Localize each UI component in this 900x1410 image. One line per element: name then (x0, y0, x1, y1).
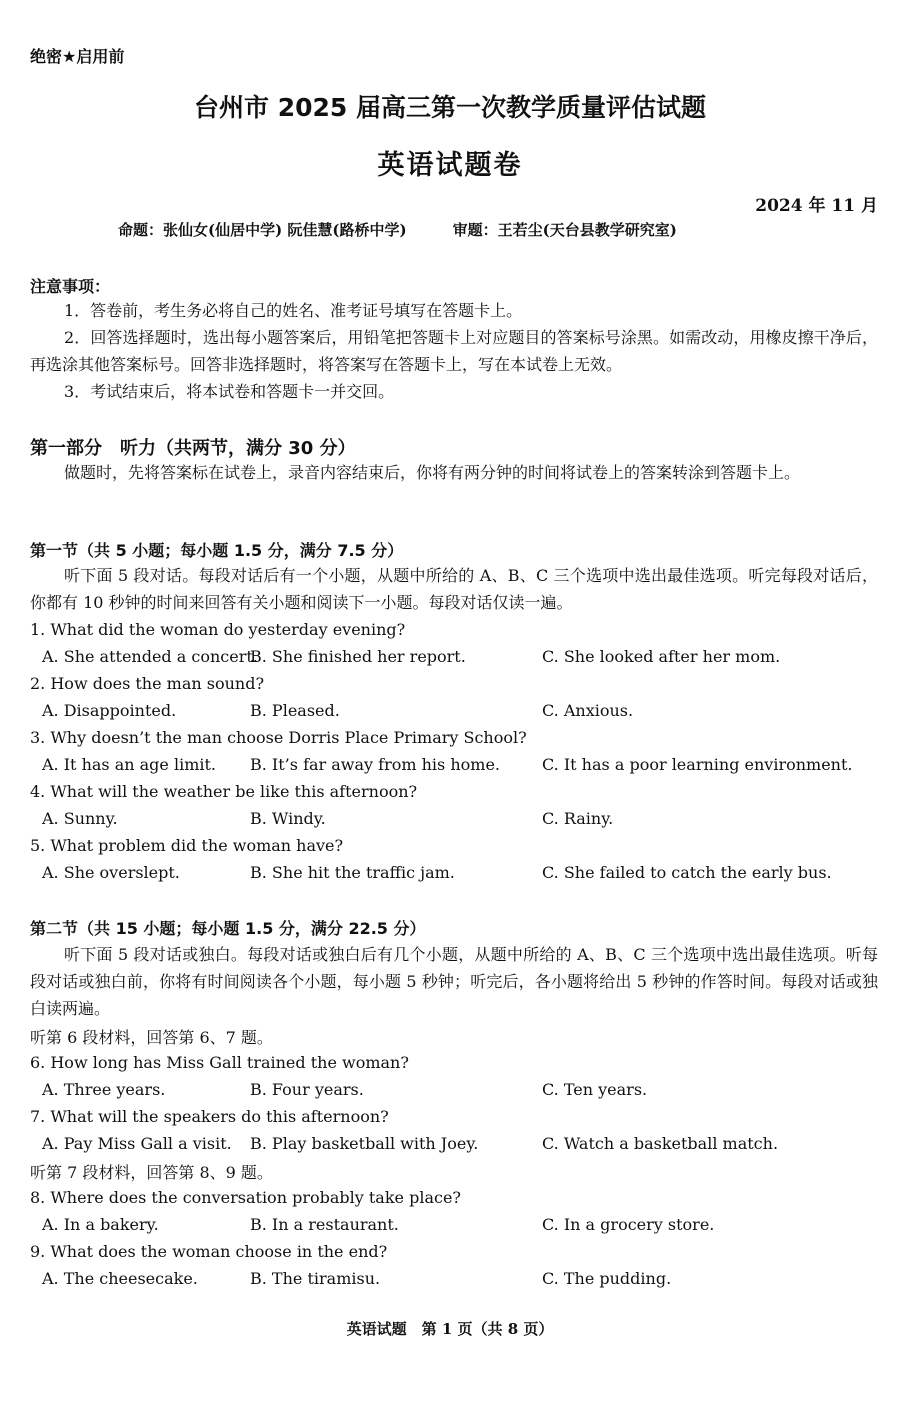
question-8: 8. Where does the conversation probably take place? (30, 1188, 461, 1207)
q6-option-b: B. Four years. (250, 1080, 364, 1099)
q4-option-b: B. Windy. (250, 809, 326, 828)
q4-option-a: A. Sunny. (42, 809, 118, 828)
q9-option-a: A. The cheesecake. (42, 1269, 198, 1288)
material-6-note: 听第 6 段材料，回答第 6、7 题。 (30, 1028, 273, 1047)
question-9: 9. What does the woman choose in the end? (30, 1242, 388, 1261)
question-5: 5. What problem did the woman have? (30, 836, 344, 855)
exam-title: 台州市 2025 届高三第一次教学质量评估试题 (194, 93, 706, 122)
q2-option-a: A. Disappointed. (42, 701, 177, 720)
q4-option-c: C. Rainy. (542, 809, 614, 828)
exam-date: 2024 年 11 月 (755, 196, 878, 216)
notice-item-2: 2．回答选择题时，选出每小题答案后，用铅笔把答题卡上对应题目的答案标号涂黑。如需改动，用橡皮擦干净后，再选涂其他答案标号。回答非选择题时，将答案写在答题卡上，写在本试卷上无效。 (30, 328, 878, 374)
q3-option-b: B. It’s far away from his home. (250, 755, 500, 774)
q8-option-c: C. In a grocery store. (542, 1215, 715, 1234)
notice-heading: 注意事项： (30, 277, 111, 296)
part1-instructions: 做题时，先将答案标在试卷上，录音内容结束后，你将有两分钟的时间将试卷上的答案转涂到答题卡上。 (64, 463, 801, 482)
q7-option-c: C. Watch a basketball match. (542, 1134, 779, 1153)
q2-option-b: B. Pleased. (250, 701, 340, 720)
q6-option-a: A. Three years. (42, 1080, 166, 1099)
authors: 命题：张仙女(仙居中学) 阮佳慧(路桥中学) (118, 221, 407, 239)
q9-option-b: B. The tiramisu. (250, 1269, 381, 1288)
q3-option-a: A. It has an age limit. (42, 755, 217, 774)
page-footer: 英语试题 第 1 页（共 8 页） (346, 1320, 554, 1338)
q9-option-c: C. The pudding. (542, 1269, 672, 1288)
q8-option-a: A. In a bakery. (42, 1215, 159, 1234)
question-4: 4. What will the weather be like this afternoon? (30, 782, 418, 801)
q2-option-c: C. Anxious. (542, 701, 634, 720)
question-1: 1. What did the woman do yesterday evening? (30, 620, 406, 639)
question-2: 2. How does the man sound? (30, 674, 265, 693)
q1-option-b: B. She finished her report. (250, 647, 466, 666)
section1-heading: 第一节（共 5 小题；每小题 1.5 分，满分 7.5 分） (30, 541, 404, 560)
q5-option-c: C. She failed to catch the early bus. (542, 863, 832, 882)
material-7-note: 听第 7 段材料，回答第 8、9 题。 (30, 1163, 273, 1182)
section1-instructions: 听下面 5 段对话。每段对话后有一个小题，从题中所给的 A、B、C 三个选项中选出最佳选项。听完每段对话后，你都有 10 秒钟的时间来回答有关小题和阅读下一小题。每段对话仅读一遍。 (30, 566, 878, 612)
part1-heading: 第一部分 听力（共两节，满分 30 分） (30, 438, 356, 459)
notice-item-1: 1．答卷前，考生务必将自己的姓名、准考证号填写在答题卡上。 (64, 301, 523, 320)
q7-option-a: A. Pay Miss Gall a visit. (42, 1134, 232, 1153)
notice-item-3: 3．考试结束后，将本试卷和答题卡一并交回。 (64, 382, 395, 401)
q1-option-c: C. She looked after her mom. (542, 647, 781, 666)
q7-option-b: B. Play basketball with Joey. (250, 1134, 479, 1153)
q3-option-c: C. It has a poor learning environment. (542, 755, 853, 774)
question-7: 7. What will the speakers do this afternoon? (30, 1107, 389, 1126)
exam-subtitle: 英语试题卷 (377, 150, 523, 181)
question-3: 3. Why doesn’t the man choose Dorris Place Primary School? (30, 728, 527, 747)
q8-option-b: B. In a restaurant. (250, 1215, 399, 1234)
question-6: 6. How long has Miss Gall trained the woman? (30, 1053, 409, 1072)
q6-option-c: C. Ten years. (542, 1080, 648, 1099)
reviewer: 审题：王若尘(天台县教学研究室) (452, 221, 677, 239)
credits-line (118, 219, 677, 240)
q5-option-b: B. She hit the traffic jam. (250, 863, 455, 882)
section2-heading: 第二节（共 15 小题；每小题 1.5 分，满分 22.5 分） (30, 919, 426, 938)
q1-option-a: A. She attended a concert. (42, 647, 258, 666)
section2-instructions: 听下面 5 段对话或独白。每段对话或独白后有几个小题，从题中所给的 A、B、C 三个选项中选出最佳选项。听每段对话或独白前，你将有时间阅读各个小题，每小题 5 秒钟；听完后，各小题将给出 5 秒钟的作答时间。每段对话或独白读两遍。 (30, 945, 878, 1018)
confidential-label: 绝密★启用前 (30, 47, 125, 66)
q5-option-a: A. She overslept. (42, 863, 180, 882)
